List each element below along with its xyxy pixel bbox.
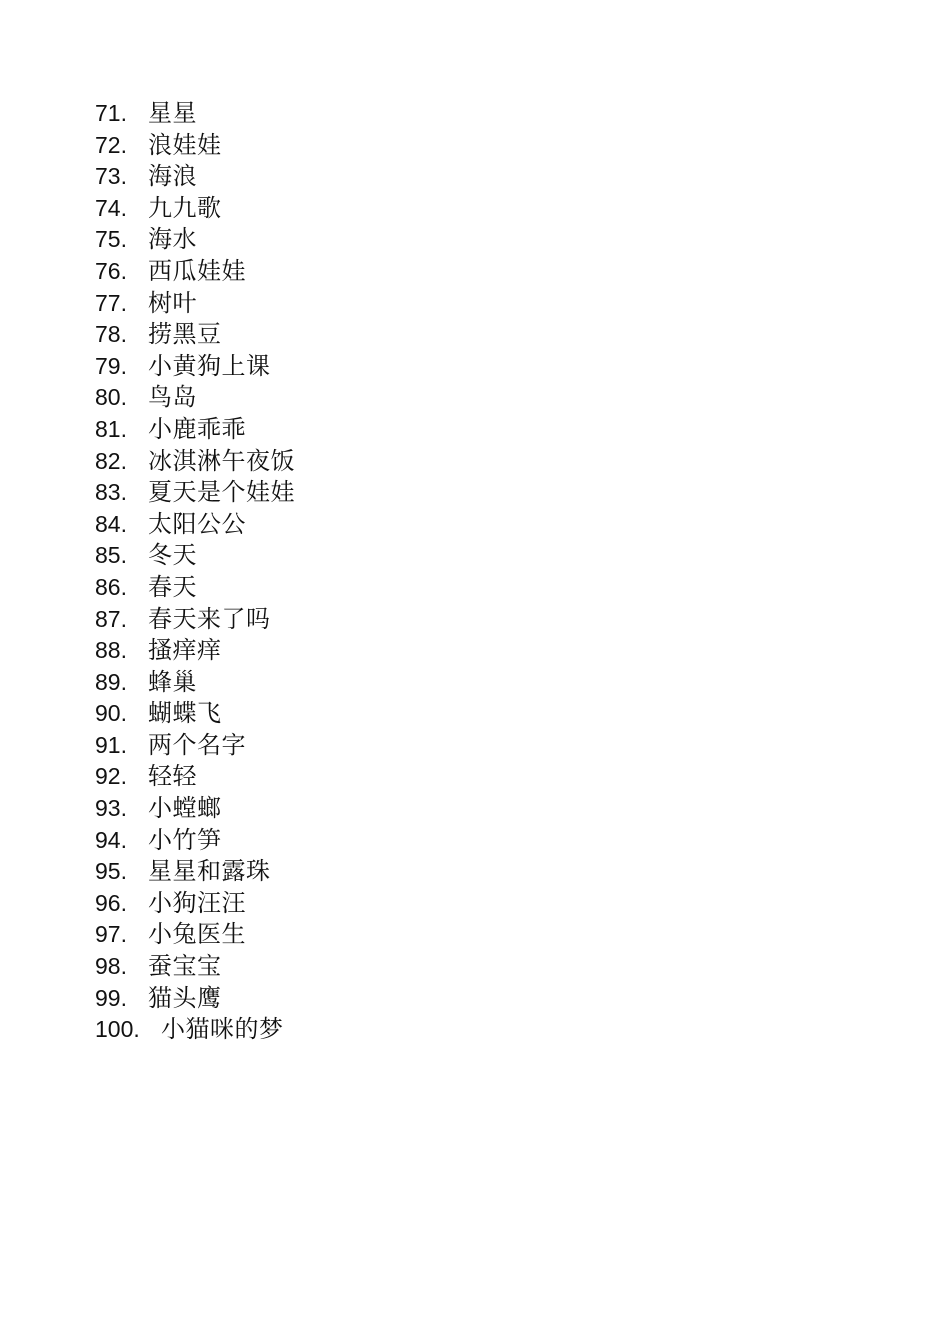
item-title: 蚕宝宝	[148, 952, 222, 981]
item-number: 99.	[95, 984, 127, 1011]
item-title: 轻轻	[148, 762, 197, 791]
list-item	[95, 667, 295, 699]
item-title: 西瓜娃娃	[148, 256, 246, 285]
item-title: 蝴蝶飞	[148, 699, 222, 728]
item-number: 95.	[95, 858, 127, 885]
list-item	[95, 256, 295, 288]
list-item	[95, 319, 295, 351]
item-title: 小螳螂	[148, 794, 222, 823]
list-item	[95, 509, 295, 541]
item-title: 九九歌	[148, 193, 222, 222]
list-item	[95, 572, 295, 604]
item-number: 89.	[95, 668, 127, 695]
item-number: 77.	[95, 289, 127, 316]
item-number: 93.	[95, 795, 127, 822]
item-title: 搔痒痒	[148, 636, 222, 665]
item-number: 82.	[95, 447, 127, 474]
list-item	[95, 477, 295, 509]
list-item	[95, 793, 295, 825]
item-title: 蜂巢	[148, 667, 197, 696]
list-item	[95, 351, 295, 383]
item-number: 71.	[95, 100, 127, 126]
item-title: 海浪	[148, 162, 197, 191]
item-number: 92.	[95, 763, 127, 790]
list-item	[95, 761, 295, 793]
list-item	[95, 193, 295, 225]
item-title: 小鹿乖乖	[148, 414, 246, 443]
item-number: 87.	[95, 605, 127, 632]
list-item	[95, 635, 295, 667]
item-number: 75.	[95, 226, 127, 253]
item-number: 84.	[95, 510, 127, 537]
list-item	[95, 604, 295, 636]
item-title: 小竹笋	[148, 825, 222, 854]
item-title: 猫头鹰	[148, 983, 222, 1012]
item-number: 76.	[95, 257, 127, 284]
list-item	[95, 288, 295, 320]
item-title: 太阳公公	[148, 509, 246, 538]
item-number: 91.	[95, 731, 127, 758]
item-title: 冬天	[148, 541, 197, 570]
list-item	[95, 414, 295, 446]
item-title: 海水	[148, 225, 197, 254]
item-number: 97.	[95, 921, 127, 948]
item-number: 80.	[95, 384, 127, 411]
list-item	[95, 825, 295, 857]
list-item	[95, 161, 295, 193]
item-title: 两个名字	[148, 730, 246, 759]
list-item	[95, 224, 295, 256]
item-number: 94.	[95, 826, 127, 853]
item-number: 100.	[95, 1016, 140, 1043]
item-number: 81.	[95, 415, 127, 442]
item-number: 79.	[95, 352, 127, 379]
item-number: 98.	[95, 953, 127, 980]
item-number: 85.	[95, 542, 127, 569]
item-number: 86.	[95, 573, 127, 600]
item-title: 小黄狗上课	[148, 351, 271, 380]
item-number: 83.	[95, 479, 127, 506]
list-item	[95, 856, 295, 888]
list-item	[95, 540, 295, 572]
list-item	[95, 730, 295, 762]
item-number: 90.	[95, 700, 127, 727]
item-title: 春天	[148, 572, 197, 601]
item-title: 鸟岛	[148, 383, 197, 412]
item-title: 树叶	[148, 288, 197, 317]
item-title: 星星和露珠	[148, 857, 271, 886]
item-title: 捞黑豆	[148, 320, 222, 349]
list-item	[95, 698, 295, 730]
item-title: 星星	[148, 99, 197, 127]
item-number: 72.	[95, 131, 127, 158]
list-item	[95, 888, 295, 920]
item-title: 小猫咪的梦	[161, 1015, 284, 1044]
list-item	[95, 130, 295, 162]
item-title: 浪娃娃	[148, 130, 222, 159]
song-list	[95, 98, 295, 1046]
list-item	[95, 919, 295, 951]
item-title: 冰淇淋午夜饭	[148, 446, 295, 475]
item-number: 96.	[95, 889, 127, 916]
item-title: 小兔医生	[148, 920, 246, 949]
item-number: 88.	[95, 637, 127, 664]
list-item	[95, 382, 295, 414]
item-title: 春天来了吗	[148, 604, 271, 633]
item-title: 夏天是个娃娃	[148, 478, 295, 507]
item-title: 小狗汪汪	[148, 888, 246, 917]
list-item	[95, 446, 295, 478]
list-item	[95, 983, 295, 1015]
list-item	[95, 98, 295, 130]
item-number: 78.	[95, 321, 127, 348]
item-number: 74.	[95, 194, 127, 221]
list-item	[95, 951, 295, 983]
item-number: 73.	[95, 163, 127, 190]
list-item	[95, 1014, 295, 1046]
